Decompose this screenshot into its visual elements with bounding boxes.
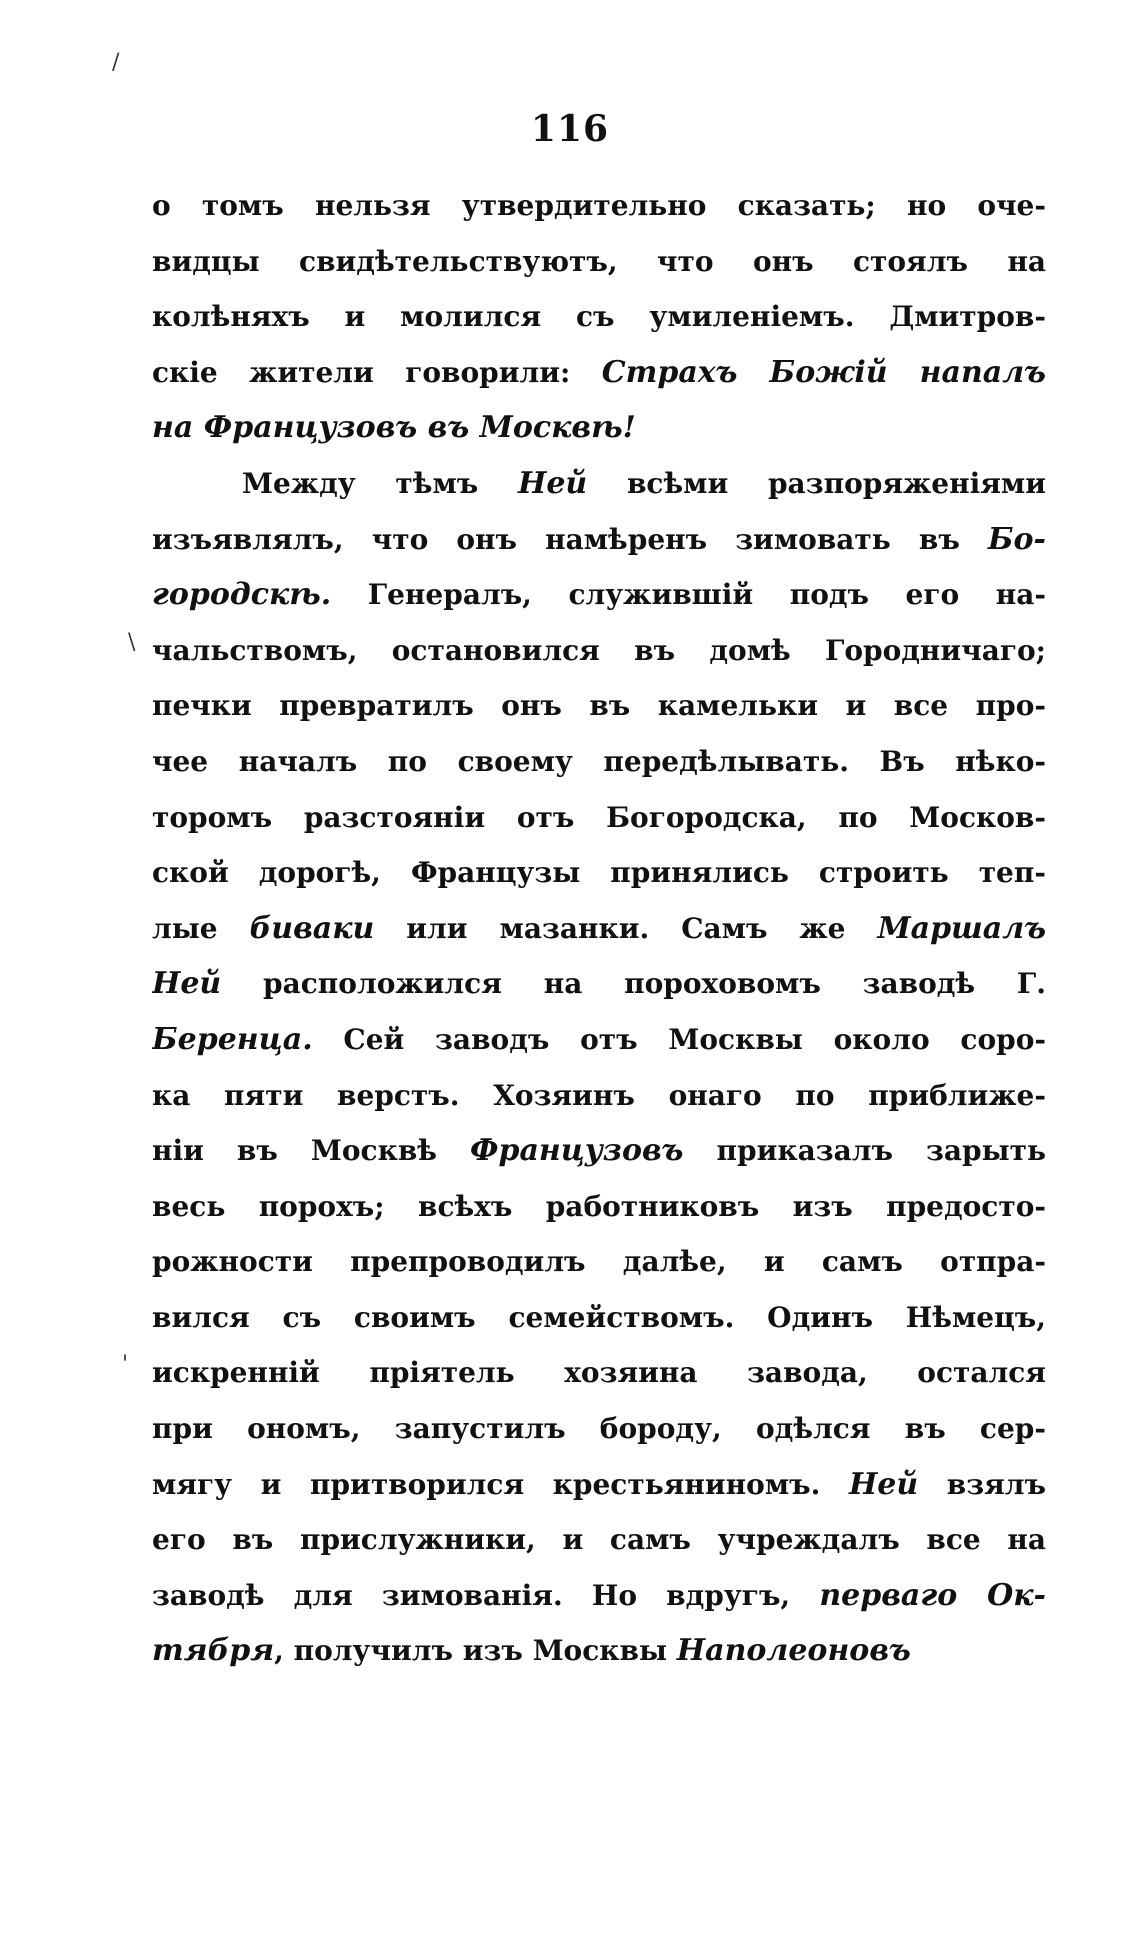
- text-line: [152, 1457, 1046, 1513]
- text-run: приказалъ зарыть: [683, 1134, 1046, 1168]
- text-run: изъявлялъ, что онъ намѣренъ зимовать въ: [152, 522, 988, 556]
- italic-text: биваки: [249, 910, 375, 946]
- text-line: [152, 178, 1046, 234]
- text-run: вился съ своимъ семействомъ. Одинъ Нѣмецъ,: [152, 1300, 1046, 1334]
- margin-mark: \: [128, 630, 136, 655]
- text-run: торомъ разстояніи отъ Богородска, по Москов-: [152, 800, 1046, 834]
- text-run: Сей заводъ отъ Москвы около соро-: [312, 1022, 1046, 1056]
- text-run: Между тѣмъ: [242, 466, 518, 500]
- text-run: расположился на пороховомъ заводѣ Г.: [221, 967, 1046, 1001]
- italic-text: Французовъ: [470, 1133, 684, 1169]
- text-line: [152, 456, 1046, 512]
- text-line: [152, 400, 1046, 456]
- text-run: рожности препроводилъ далѣе, и самъ отпра-: [152, 1245, 1046, 1279]
- italic-text: Страхъ Божій напалъ: [601, 354, 1046, 390]
- text-line: [152, 289, 1046, 345]
- text-run: мягу и притворился крестьяниномъ.: [152, 1467, 849, 1501]
- italic-text: Беренца.: [152, 1021, 313, 1057]
- italic-text: Наполеоновъ: [676, 1633, 911, 1669]
- text-line: [152, 901, 1046, 957]
- text-run: , получилъ изъ Москвы: [274, 1634, 677, 1668]
- text-line: [152, 678, 1046, 734]
- text-line: [152, 345, 1046, 401]
- text-line: [152, 567, 1046, 623]
- text-run: скіе жители говорили:: [152, 355, 602, 389]
- text-run: ской дорогѣ, Французы принялись строить теп-: [152, 856, 1046, 890]
- text-run: о томъ нельзя утвердительно сказать; но оче-: [152, 189, 1046, 222]
- text-run: ка пяти верстъ. Хозяинъ онаго по приближе-: [152, 1078, 1046, 1112]
- italic-text: городскѣ.: [152, 577, 332, 613]
- text-line: [152, 734, 1046, 790]
- text-line: [152, 1623, 1046, 1679]
- text-line: [152, 1123, 1046, 1179]
- text-run: чальствомъ, остановился въ домѣ Городничаго;: [152, 633, 1046, 667]
- text-run: колѣняхъ и молился съ умиленіемъ. Дмитров-: [152, 300, 1046, 334]
- text-run: взялъ: [918, 1467, 1046, 1501]
- text-line: [152, 623, 1046, 679]
- text-run: лые: [152, 911, 250, 945]
- text-run: ніи въ Москвѣ: [152, 1134, 471, 1168]
- text-run: печки превратилъ онъ въ камельки и все про-: [152, 689, 1046, 723]
- text-line: [152, 845, 1046, 901]
- text-run: при ономъ, запустилъ бороду, одѣлся въ сер-: [152, 1412, 1046, 1446]
- text-line: [152, 512, 1046, 568]
- italic-text: перваго Ок-: [819, 1577, 1046, 1613]
- text-line: [152, 1068, 1046, 1124]
- body-text: [152, 178, 1046, 1679]
- italic-text: Ней: [152, 966, 222, 1002]
- text-line: [152, 1568, 1046, 1624]
- text-run: искренній пріятель хозяина завода, остался: [152, 1356, 1046, 1390]
- text-line: [152, 790, 1046, 846]
- text-line: [152, 1345, 1046, 1401]
- text-run: чее началъ по своему передѣлывать. Въ нѣко-: [152, 744, 1046, 778]
- italic-text: Ней: [848, 1466, 919, 1502]
- italic-text: на Французовъ въ Москвѣ!: [152, 410, 636, 446]
- italic-text: Бо-: [987, 521, 1046, 557]
- text-line: [152, 234, 1046, 290]
- text-line: [152, 956, 1046, 1012]
- margin-mark: /: [112, 50, 120, 75]
- italic-text: тября: [152, 1633, 275, 1669]
- text-run: его въ прислужники, и самъ учреждалъ все на: [152, 1523, 1046, 1557]
- text-run: или мазанки. Самъ же: [374, 911, 878, 945]
- italic-text: Маршалъ: [877, 910, 1046, 946]
- text-run: всѣми разпоряженіями: [587, 466, 1046, 500]
- text-run: заводѣ для зимованія. Но вдругъ,: [152, 1578, 820, 1612]
- text-line: [152, 1512, 1046, 1568]
- text-run: видцы свидѣтельствуютъ, что онъ стоялъ на: [152, 244, 1046, 278]
- text-line: [152, 1290, 1046, 1346]
- text-run: Генералъ, служившій подъ его на-: [331, 578, 1046, 612]
- margin-mark: ': [122, 1352, 129, 1377]
- page-number: 116: [530, 108, 610, 150]
- italic-text: Ней: [517, 465, 588, 501]
- text-line: [152, 1234, 1046, 1290]
- text-line: [152, 1401, 1046, 1457]
- text-line: [152, 1012, 1046, 1068]
- text-run: весь порохъ; всѣхъ работниковъ изъ предосто-: [152, 1189, 1046, 1223]
- text-line: [152, 1179, 1046, 1235]
